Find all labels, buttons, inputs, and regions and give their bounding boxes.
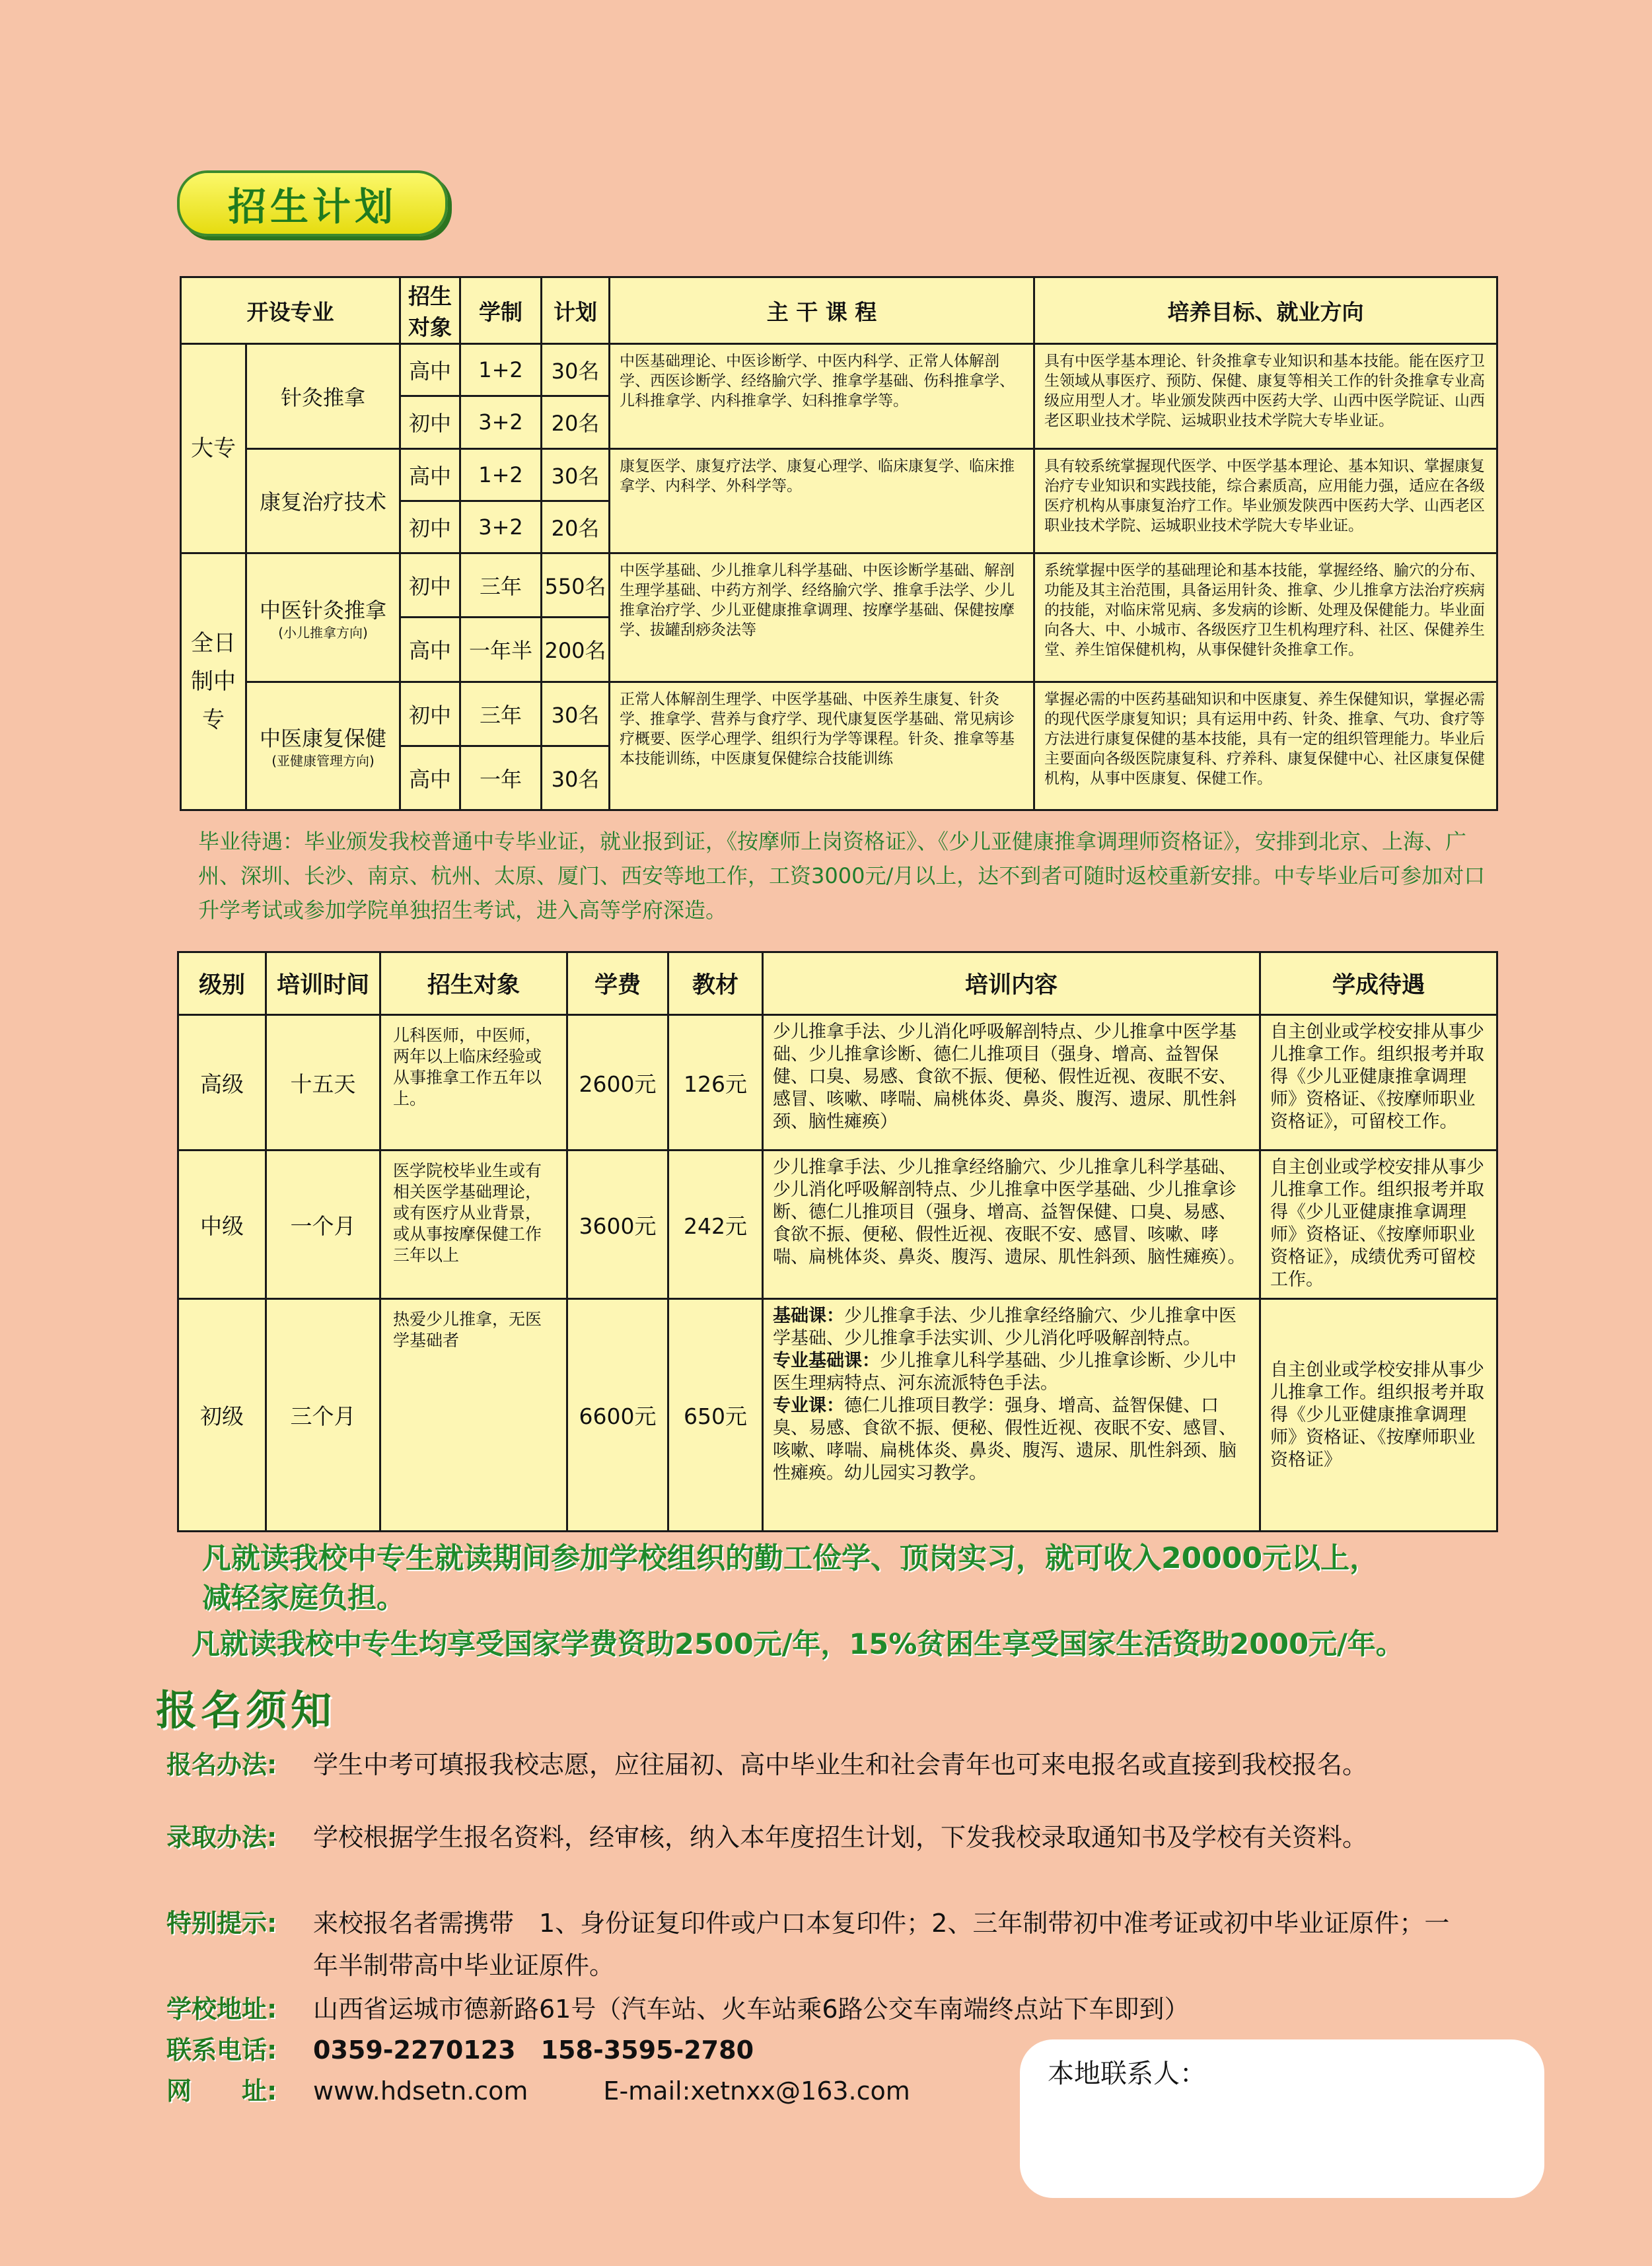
major-name: 中医康复保健 xyxy=(259,726,386,752)
time-cell: 十五天 xyxy=(266,1015,380,1151)
major-name-cell xyxy=(246,682,400,810)
system-cell: 一年半 xyxy=(460,618,542,682)
target-cell: 儿科医师，中医师，两年以上临床经验或从事推拿工作五年以上。 xyxy=(380,1015,567,1151)
quota-cell: 20名 xyxy=(542,396,610,448)
system-cell: 3+2 xyxy=(460,396,542,448)
courses-cell: 中医学基础、少儿推拿儿科学基础、中医诊断学基础、解剖生理学基础、中药方剂学、经络腧穴学、推拿手法学、少儿推拿治疗学、少儿亚健康推拿调理、按摩学基础、保健按摩学、拔罐刮痧灸法等 xyxy=(610,553,1034,682)
th-book: 教材 xyxy=(668,952,763,1015)
major-name-cell xyxy=(246,553,400,682)
content-text: 少儿推拿儿科学基础、少儿推拿诊断、少儿中医生理病特点、河东流派特色手法。 xyxy=(773,1351,1237,1394)
goal-cell: 掌握必需的中医药基础知识和中医康复、养生保健知识，掌握必需的现代医学康复知识；具有运用中药、针灸、推拿、气功、食疗等方法进行康复保健的基本技能，具有一定的组织管理能力。毕业后主要面向各级医院康复科、疗养科、康复保健中心、社区康复保健机构，从事中医康复、保健工作。 xyxy=(1034,682,1497,810)
level-cell: 高级 xyxy=(178,1015,266,1151)
major-sub: (小儿推拿方向) xyxy=(278,624,368,641)
content-cell: 少儿推拿手法、少儿消化呼吸解剖特点、少儿推拿中医学基础、少儿推拿诊断、德仁儿推项目（强身、增高、益智保健、口臭、易感、食欲不振、便秘、假性近视、夜眠不安、感冒、咳嗽、哮喘、扁桃体炎、鼻炎、腹泻、遗尿、肌性斜颈、脑性瘫痪） xyxy=(763,1015,1260,1151)
system-cell: 1+2 xyxy=(460,344,542,396)
training-table xyxy=(177,951,1498,1532)
book-cell: 650元 xyxy=(668,1299,763,1532)
signup-value: 来校报名者需携带 1、身份证复印件或户口本复印件；2、三年制带初中准考证或初中毕业证原件；一年半制带高中毕业证原件。 xyxy=(313,1909,1450,1980)
signup-value: 山西省运城市德新路61号（汽车站、火车站乘6路公交车南端终点站下车即到） xyxy=(313,1995,1190,2024)
target-cell: 高中 xyxy=(400,344,460,396)
courses-cell: 正常人体解剖生理学、中医学基础、中医养生康复、针灸学、推拿学、营养与食疗学、现代康复医学基础、常见病诊疗概要、医学心理学、组织行为学等课程。针灸、推拿等基本技能训练，中医康复保健综合技能训练 xyxy=(610,682,1034,810)
content-label: 专业基础课： xyxy=(773,1351,880,1371)
signup-row xyxy=(166,1816,1462,1859)
fee-cell: 2600元 xyxy=(567,1015,668,1151)
th-result: 学成待遇 xyxy=(1260,952,1497,1015)
th-level: 级别 xyxy=(178,952,266,1015)
signup-row xyxy=(166,2070,974,2112)
section-title-plan: 招生计划 xyxy=(177,170,448,236)
goal-cell: 具有较系统掌握现代医学、中医学基本理论、基本知识、掌握康复治疗专业知识和实践技能，综合素质高，应用能力强，适应在各级医疗机构从事康复治疗工作。毕业颁发陕西中医药大学、山西老区职业技术学院、运城职业技术学院大专毕业证。 xyxy=(1034,448,1497,553)
target-cell: 高中 xyxy=(400,448,460,501)
signup-row xyxy=(166,2029,974,2071)
target-cell: 高中 xyxy=(400,618,460,682)
signup-row xyxy=(166,1902,1462,1987)
notice-subsidy: 凡就读我校中专生均享受国家学费资助2500元/年，15%贫困生享受国家生活资助2000元/年。 xyxy=(192,1628,1404,1661)
signup-row xyxy=(166,1988,1462,2030)
quota-cell: 550名 xyxy=(542,553,610,618)
signup-label: 学校地址: xyxy=(166,1995,277,2024)
th-system: 学制 xyxy=(460,277,542,344)
goal-cell: 具有中医学基本理论、针灸推拿专业知识和基本技能。能在医疗卫生领域从事医疗、预防、保健、康复等相关工作的针灸推拿专业高级应用型人才。毕业颁发陕西中医药大学、山西中医学院证、山西老区职业技术学院、运城职业技术学院大专毕业证。 xyxy=(1034,344,1497,449)
fee-cell: 6600元 xyxy=(567,1299,668,1532)
notice-work-study-1: 凡就读我校中专生就读期间参加学校组织的勤工俭学、顶岗实习，就可收入20000元以上， xyxy=(202,1541,1379,1575)
content-cell xyxy=(763,1299,1260,1532)
target-cell: 初中 xyxy=(400,553,460,618)
category-cell: 全日制中专 xyxy=(181,553,246,810)
system-cell: 三年 xyxy=(460,682,542,746)
target-cell: 医学院校毕业生或有相关医学基础理论，或有医疗从业背景，或从事按摩保健工作三年以上 xyxy=(380,1151,567,1299)
quota-cell: 20名 xyxy=(542,501,610,553)
target-cell: 初中 xyxy=(400,682,460,746)
signup-label: 网 址: xyxy=(166,2076,277,2106)
th-major: 开设专业 xyxy=(181,277,400,344)
th-content: 培训内容 xyxy=(763,952,1260,1015)
signup-value: 0359-2270123 158-3595-2780 xyxy=(313,2036,754,2065)
result-cell: 自主创业或学校安排从事少儿推拿工作。组织报考并取得《少儿亚健康推拿调理师》资格证、《按摩师职业资格证》 xyxy=(1260,1299,1497,1532)
target-cell: 高中 xyxy=(400,746,460,810)
category-cell: 大专 xyxy=(181,344,246,553)
signup-label: 联系电话: xyxy=(166,2036,277,2065)
local-contact-box xyxy=(1020,2039,1544,2198)
content-text: 少儿推拿手法、少儿推拿经络腧穴、少儿推拿中医学基础、少儿推拿手法实训、少儿消化呼吸解剖特点。 xyxy=(773,1306,1237,1349)
signup-value: 学校根据学生报名资料，经审核，纳入本年度招生计划，下发我校录取通知书及学校有关资料。 xyxy=(313,1823,1368,1852)
time-cell: 一个月 xyxy=(266,1151,380,1299)
content-text: 德仁儿推项目教学：强身、增高、益智保健、口臭、易感、食欲不振、便秘、假性近视、夜眠不安、感冒、咳嗽、哮喘、扁桃体炎、鼻炎、腹泻、遗尿、肌性斜颈、脑性瘫痪。幼儿园实习教学。 xyxy=(773,1396,1237,1483)
system-cell: 1+2 xyxy=(460,448,542,501)
local-contact-label: 本地联系人： xyxy=(1048,2059,1206,2089)
content-label: 基础课： xyxy=(773,1306,844,1326)
quota-cell: 200名 xyxy=(542,618,610,682)
book-cell: 242元 xyxy=(668,1151,763,1299)
section-title-signup: 报名须知 xyxy=(156,1686,336,1734)
th-target: 招生对象 xyxy=(400,277,460,344)
notice-work-study xyxy=(202,1539,1497,1618)
system-cell: 三年 xyxy=(460,553,542,618)
courses-cell: 中医基础理论、中医诊断学、中医内科学、正常人体解剖学、西医诊断学、经络腧穴学、推拿学基础、伤科推拿学、儿科推拿学、内科推拿学、妇科推拿学等。 xyxy=(610,344,1034,449)
fee-cell: 3600元 xyxy=(567,1151,668,1299)
goal-cell: 系统掌握中医学的基础理论和基本技能，掌握经络、腧穴的分布、功能及其主治范围，具备运用针灸、推拿、少儿推拿方法治疗疾病的技能，对临床常见病、多发病的诊断、处理及保健能力。毕业面向各大、中、小城市、各级医疗卫生机构理疗科、社区、保健养生堂、养生馆保健机构，从事保健针灸推拿工作。 xyxy=(1034,553,1497,682)
target-cell: 初中 xyxy=(400,501,460,553)
system-cell: 3+2 xyxy=(460,501,542,553)
courses-cell: 康复医学、康复疗法学、康复心理学、临床康复学、临床推拿学、内科学、外科学等。 xyxy=(610,448,1034,553)
signup-label: 录取办法: xyxy=(166,1823,277,1852)
signup-label: 报名办法: xyxy=(166,1750,277,1779)
content-label: 专业课： xyxy=(773,1396,844,1416)
th-courses: 主 干 课 程 xyxy=(610,277,1034,344)
quota-cell: 30名 xyxy=(542,746,610,810)
level-cell: 初级 xyxy=(178,1299,266,1532)
result-cell: 自主创业或学校安排从事少儿推拿工作。组织报考并取得《少儿亚健康推拿调理师》资格证、《按摩师职业资格证》，成绩优秀可留校工作。 xyxy=(1260,1151,1497,1299)
th-time: 培训时间 xyxy=(266,952,380,1015)
target-cell: 初中 xyxy=(400,396,460,448)
graduation-text: 毕业待遇：毕业颁发我校普通中专毕业证，就业报到证，《按摩师上岗资格证》、《少儿亚健康推拿调理师资格证》，安排到北京、上海、广州、深圳、长沙、南京、杭州、太原、厦门、西安等地工作，工资3000元/月以上，达不到者可随时返校重新安排。中专毕业后可参加对口升学考试或参加学院单独招生考试，进入高等学府深造。 xyxy=(198,829,1486,923)
th-target: 招生对象 xyxy=(380,952,567,1015)
content-cell: 少儿推拿手法、少儿推拿经络腧穴、少儿推拿儿科学基础、少儿消化呼吸解剖特点、少儿推拿中医学基础、少儿推拿诊断、德仁儿推项目（强身、增高、益智保健、口臭、易感、食欲不振、便秘、假性近视、夜眠不安、感冒、咳嗽、哮喘、扁桃体炎、鼻炎、腹泻、遗尿、肌性斜颈、脑性瘫痪）。 xyxy=(763,1151,1260,1299)
signup-label: 特别提示: xyxy=(166,1909,277,1938)
major-name: 针灸推拿 xyxy=(246,344,400,449)
majors-table xyxy=(180,276,1498,811)
major-name: 中医针灸推拿 xyxy=(259,597,386,623)
th-goal: 培养目标、就业方向 xyxy=(1034,277,1497,344)
major-sub: (亚健康管理方向) xyxy=(271,753,375,769)
signup-value: www.hdsetn.com E-mail:xetnxx@163.com xyxy=(313,2076,910,2106)
result-cell: 自主创业或学校安排从事少儿推拿工作。组织报考并取得《少儿亚健康推拿调理师》资格证、《按摩师职业资格证》，可留校工作。 xyxy=(1260,1015,1497,1151)
signup-row xyxy=(166,1744,1462,1786)
book-cell: 126元 xyxy=(668,1015,763,1151)
quota-cell: 30名 xyxy=(542,448,610,501)
system-cell: 一年 xyxy=(460,746,542,810)
th-quota: 计划 xyxy=(542,277,610,344)
quota-cell: 30名 xyxy=(542,682,610,746)
th-fee: 学费 xyxy=(567,952,668,1015)
quota-cell: 30名 xyxy=(542,344,610,396)
target-cell: 热爱少儿推拿，无医学基础者 xyxy=(380,1299,567,1532)
signup-value: 学生中考可填报我校志愿，应往届初、高中毕业生和社会青年也可来电报名或直接到我校报名。 xyxy=(313,1750,1368,1779)
level-cell: 中级 xyxy=(178,1151,266,1299)
major-name: 康复治疗技术 xyxy=(246,448,400,553)
notice-work-study-2: 减轻家庭负担。 xyxy=(202,1581,406,1615)
time-cell: 三个月 xyxy=(266,1299,380,1532)
